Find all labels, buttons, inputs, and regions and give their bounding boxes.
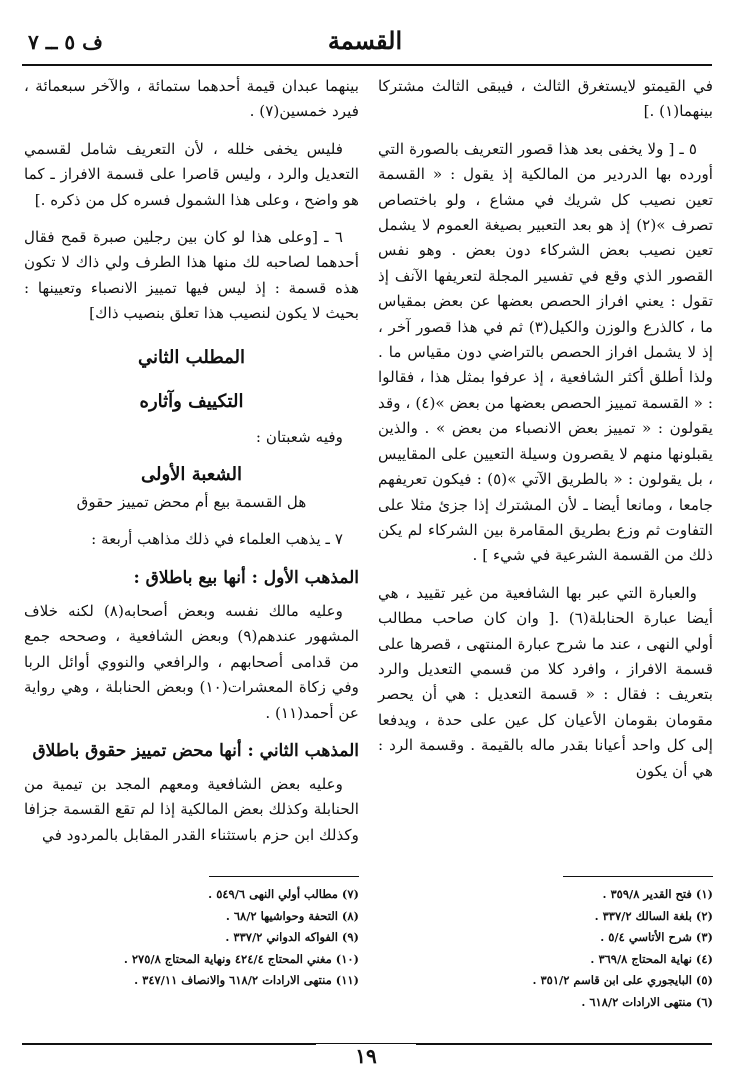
paragraph: وعليه بعض الشافعية ومعهم المجد بن تيمية من الحنابلة وكذلك بعض المالكية إذا لم تقع القسمة جزافا وكذلك ابن حزم باستثناء القدر المقابل بالمردود في: [24, 774, 359, 844]
footnote: (١٠) مغني المحتاج ٤٢٤/٤ ونهاية المحتاج ٢٧٥/٨ .: [123, 951, 359, 966]
footnote: (٩) الفواكه الدواني ٣٣٧/٢ .: [225, 930, 359, 944]
right-column: [378, 74, 713, 796]
footnote: (٢) بلغة السالك ٣٣٧/٢ .: [594, 908, 713, 923]
paragraph: في القيمتو لايستغرق الثالث ، فيبقى الثالث مشتركا بينهما(١) .]: [378, 77, 713, 121]
sub-heading: المذهب الثاني : أنها محض تمييز حقوق باطلاق: [32, 740, 359, 761]
footnote: (٦) منتهى الارادات ٦١٨/٢ .: [581, 994, 713, 1009]
page-number: ١٩: [316, 1044, 416, 1068]
footnote: (٥) البايجوري على ابن قاسم ٣٥١/٢ .: [532, 973, 713, 987]
section-heading: التكييف وآثاره: [139, 390, 244, 412]
section-reference: ف ٥ ــ ٧: [28, 30, 103, 54]
question-line: هل القسمة بيع أم محض تمييز حقوق: [76, 493, 307, 512]
left-column: [24, 74, 359, 860]
footnote: (١) فتح القدير ٣٥٩/٨ .: [602, 887, 713, 901]
footnote: (٨) التحفة وحواشيها ٦٨/٢ .: [225, 908, 359, 923]
section-heading: المطلب الثاني: [138, 346, 245, 368]
sub-heading: المذهب الأول : أنها بيع باطلاق :: [133, 567, 359, 588]
footnote: (٤) نهاية المحتاج ٣٦٩/٨ .: [590, 951, 713, 966]
running-title: القسمة: [327, 26, 403, 55]
paragraph: وعليه مالك نفسه وبعض أصحابه(٨) لكنه خلاف المشهور عندهم(٩) وبعض الشافعية ، وصححه جمع من قدامى أصحابهم ، والرافعي والنووي أوائل الربا وفي زكاة المعشرات(١٠) وبعض الحنابلة ، وهي رواية عن أحمد(١١) .: [24, 601, 360, 722]
paragraph: وفيه شعبتان :: [255, 427, 343, 446]
paragraph: ٦ ـ [وعلى هذا لو كان بين رجلين صبرة قمح فقال أحدهما لصاحبه لك منها هذا الطرف ولي ذاك لا تكون هذه قسمة : إذ ليس فيها تمييز الانصباء وتعيينها : بحيث لا يكون لنصيب هذا تعلق بنصيب ذاك]: [24, 228, 359, 323]
footnotes-right: [378, 884, 713, 1013]
footnote-rule: [209, 876, 359, 877]
header-rule: [22, 64, 712, 66]
footnote: (١١) منتهى الارادات ٦١٨/٢ والانصاف ٣٤٧/١١ .: [134, 973, 359, 987]
footnote-rule: [563, 876, 713, 877]
paragraph: فليس يخفى خلله ، لأن التعريف شامل لقسمي التعديل والرد ، وليس قاصرا على قسمة الافراز ـ كما هو واضح ، وعلى هذا الشمول فسره كل من ذكره .]: [24, 139, 359, 209]
paragraph: ٥ ـ [ ولا يخفى بعد هذا قصور التعريف بالصورة التي أورده بها الدردير من المالكية إذ يقول : « القسمة تعين نصيب كل شريك في مشاع ، ولو باختصاص تصرف »(٢) إذ هو بعد التعبير بصيغة العموم لا يشمل تعين نصيب بعض الشركاء دون بعض . وهو نفس القصور الذي وقع في تفسير المجلة لتعريفها الآنف إذ تقول : يعني افراز الحصص بعضها عن بعض بمقياس ما ، كالذرع والوزن والكيل(٣) ثم في هذا قصور آخر ، إذ لا يشمل افراز الحصص بالتراضي دون مقياس ما . ولذا أطلق أكثر الشافعية ، إذ عرفوا بمثل هذا ، فقالوا : « القسمة تمييز الحصص بعضها من بعض »(٤) ، وقد يقولون : « تمييز بعض الانصباء من بعض » . والذين يقبلونها منهم لا يقصرون وسيلة التعيين على المقاييس ، بل يقولون : « بالطريق الآتي »(٥) : فيكون تعريفهم جامعا ، ومانعا أيضا ـ لأن المشترك إذا جزئ مثلا على التفاوت ثم وزع بطريق المقامرة بين الشركاء لم يكن ذلك من القسمة الشرعية في شيء ] .: [378, 139, 713, 565]
paragraph: والعبارة التي عبر بها الشافعية من غير تقييد ، هي أيضا عبارة الحنابلة(٦) .[ وان كان صاحب مطالب أولي النهى ، عند ما شرح عبارة المنتهى ، قصرها على قسمة الافراز ، وافرد كلا من قسمي التعديل والرد بتعريف : فقال : « قسمة التعديل : هي أن يحصر مقومان بقومان الأعيان كل عين على حدة ، ويدفعا إلى كل واحد أعيانا بقدر ماله بالقيمة . وقسمة الرد : هي أن يكون: [378, 583, 713, 780]
section-heading: الشعبة الأولى: [140, 464, 243, 486]
paragraph: بينهما عبدان قيمة أحدهما ستمائة ، والآخر سبعمائة ، فيرد خمسين(٧) .: [24, 77, 359, 121]
paragraph: ٧ ـ يذهب العلماء في ذلك مذاهب أربعة :: [91, 530, 343, 549]
footnote: (٧) مطالب أولي النهى ٥٤٩/٦ .: [208, 887, 359, 901]
footnotes-left: [24, 884, 359, 992]
footnote: (٣) شرح الأتاسي ٥/٤ .: [600, 930, 713, 944]
